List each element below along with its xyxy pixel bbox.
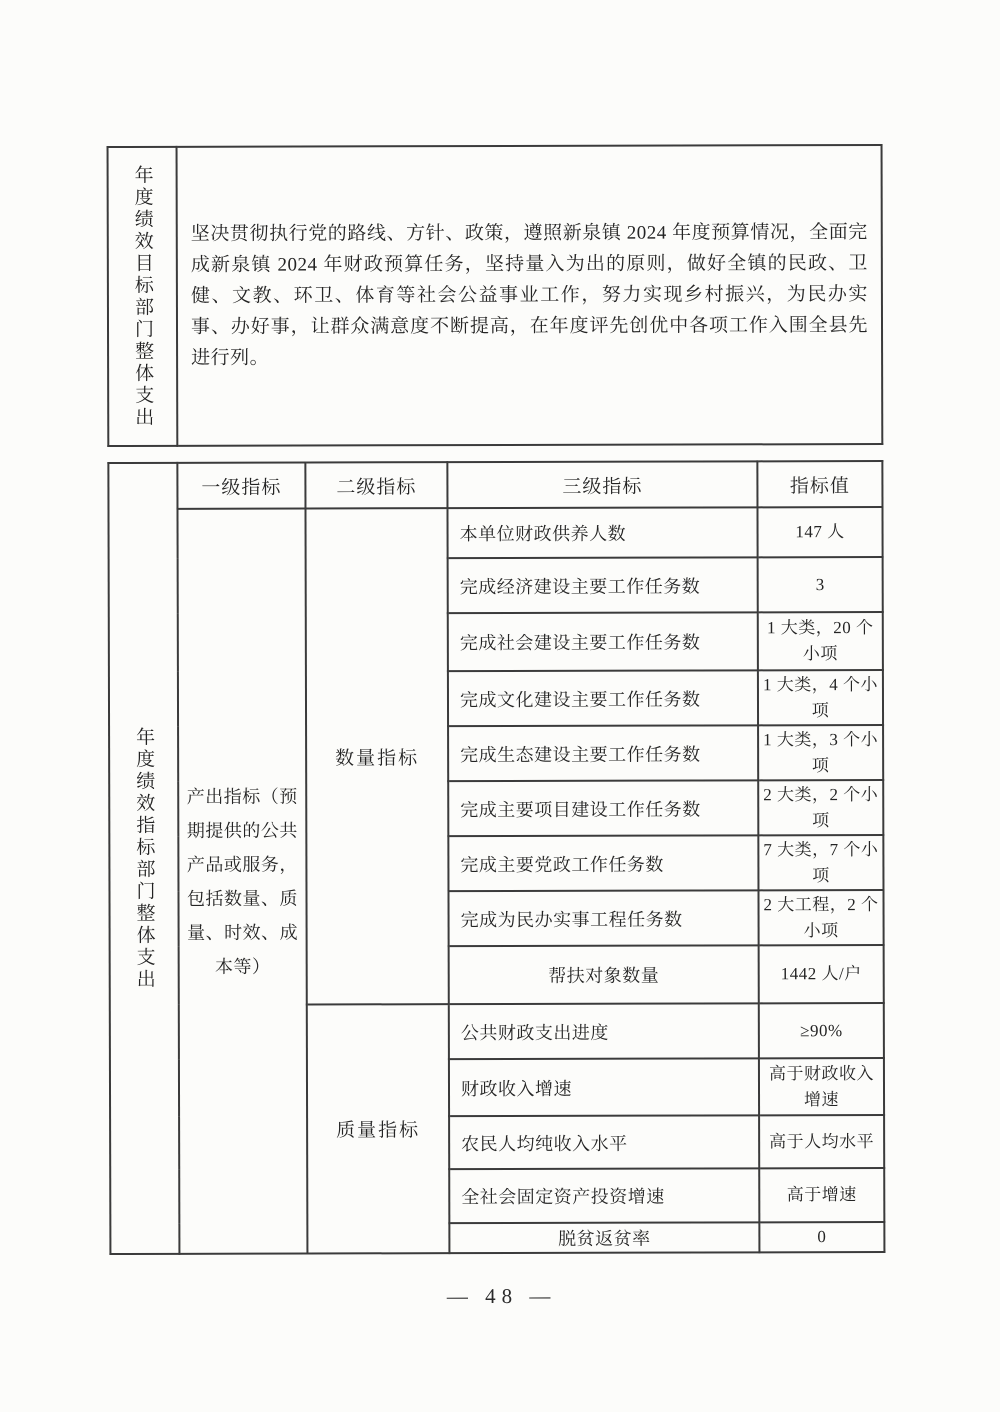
value-cell: 高于人均水平: [759, 1115, 884, 1168]
indicator-cell: 公共财政支出进度: [449, 1003, 759, 1059]
value-cell: 1 大类，3 个小项: [758, 725, 883, 780]
value-cell: 3: [758, 557, 883, 612]
indicator-cell: 本单位财政供养人数: [447, 507, 757, 558]
indicator-cell: 完成生态建设主要工作任务数: [448, 725, 758, 781]
indicator-cell: 完成社会建设主要工作任务数: [448, 612, 758, 671]
indicator-cell: 完成经济建设主要工作任务数: [448, 557, 758, 613]
level1-indicator-cell: 产出指标（预期提供的公共产品或服务，包括数量、质量、时效、成本等）: [177, 509, 307, 1254]
value-cell: 147 人: [757, 507, 882, 557]
header-level2: 二级指标: [305, 462, 447, 508]
value-cell: 0: [759, 1222, 884, 1252]
goal-content-cell: [177, 145, 883, 446]
goal-row-label: 年度绩效目标部门整体支出: [131, 164, 154, 429]
indicator-cell: 完成为民办实事工程任务数: [448, 890, 758, 946]
value-cell: 高于增速: [759, 1168, 884, 1222]
value-cell: 1442 人/户: [759, 945, 884, 1003]
indicator-row-label-cell: [108, 463, 179, 1254]
indicator-cell: 农民人均纯收入水平: [449, 1115, 759, 1169]
page-number: — 48 —: [446, 1283, 557, 1309]
indicator-cell: 帮扶对象数量: [449, 945, 759, 1004]
annual-goal-section: [107, 144, 884, 447]
goal-row: [108, 145, 883, 446]
value-cell: 7 大类，7 个小项: [758, 835, 883, 890]
value-cell: ≥90%: [759, 1003, 884, 1058]
table-header-row: [108, 461, 882, 509]
indicator-cell: 脱贫返贫率: [449, 1222, 759, 1253]
level2-quantity-cell: 数量指标: [305, 508, 448, 1004]
header-level3: 三级指标: [447, 461, 757, 508]
indicator-cell: 全社会固定资产投资增速: [449, 1168, 759, 1223]
indicator-cell: 完成主要项目建设工作任务数: [448, 780, 758, 836]
value-cell: 2 大类，2 个小项: [758, 780, 883, 835]
value-cell: 1 大类，20 个小项: [758, 612, 883, 670]
indicator-cell: 完成主要党政工作任务数: [448, 835, 758, 891]
value-cell: 高于财政收入增速: [759, 1058, 884, 1115]
level2-quality-cell: 质量指标: [307, 1004, 450, 1253]
header-value: 指标值: [757, 461, 882, 507]
indicator-row-label: 年度绩效指标部门整体支出: [133, 726, 155, 991]
goal-row-label-cell: [108, 147, 178, 446]
indicator-cell: 财政收入增速: [449, 1058, 759, 1116]
value-cell: 1 大类，4 个小项: [758, 670, 883, 725]
value-cell: 2 大工程，2 个小项: [758, 890, 883, 945]
goal-paragraph: 坚决贯彻执行党的路线、方针、政策，遵照新泉镇 2024 年度预算情况，全面完成新泉镇 2024 年财政预算任务，坚持量入为出的原则，做好全镇的民政、卫健、文教、环卫、体育等社会公益事业工作，努力实现乡村振兴，为民办实事、办好事，让群众满意度不断提高，在年度评先创优中各项工作入围全县先进行列。: [190, 222, 869, 369]
table-row: [108, 507, 882, 559]
indicator-table: [107, 460, 885, 1255]
indicator-cell: 完成文化建设主要工作任务数: [448, 670, 758, 726]
header-level1: 一级指标: [177, 463, 305, 509]
